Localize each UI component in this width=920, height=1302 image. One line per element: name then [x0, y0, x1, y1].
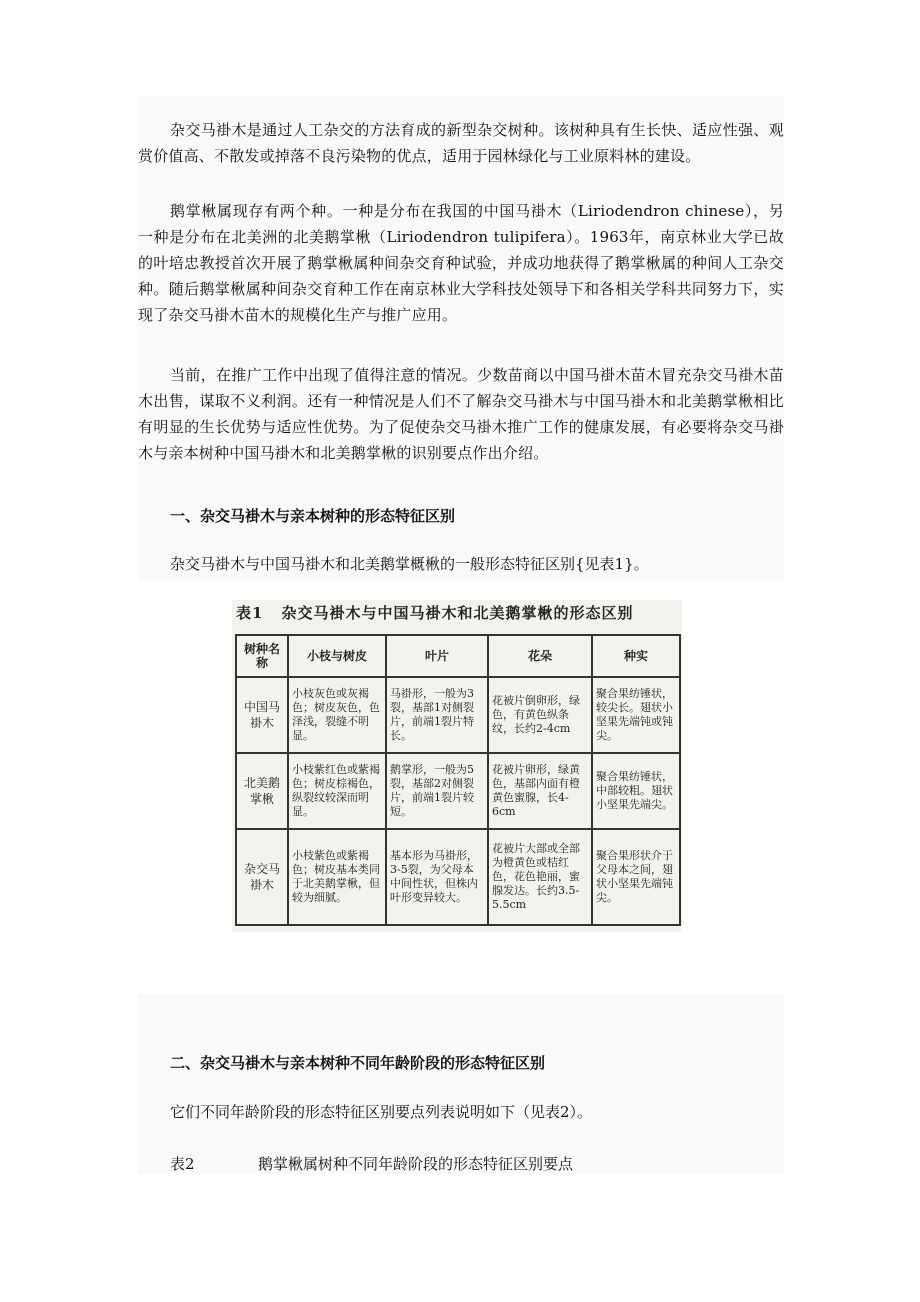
section-2-text: 它们不同年龄阶段的形态特征区别要点列表说明如下（见表2）。 — [170, 1103, 593, 1121]
header-leaf: 叶片 — [386, 635, 488, 677]
table-row — [236, 829, 680, 925]
header-flower: 花朵 — [488, 635, 592, 677]
header-species: 树种名称 — [236, 635, 288, 677]
table-row — [236, 677, 680, 753]
table-cell-species: 杂交马褂木 — [236, 829, 288, 925]
table-cell: 花被片卵形，绿黄色，基部内面有橙黄色蜜腺，长4-6cm — [488, 753, 592, 829]
table-cell: 基本形为马褂形，3-5裂，为父母本中间性状，但株内叶形变异较大。 — [386, 829, 488, 925]
section-2-heading: 二、杂交马褂木与亲本树种不同年龄阶段的形态特征区别 — [170, 1054, 546, 1072]
table-cell: 鹅掌形，一般为5裂，基部2对侧裂片，前端1裂片较短。 — [386, 753, 488, 829]
table-2-label: 表2 — [170, 1155, 195, 1173]
table-1-caption — [236, 602, 682, 623]
section-1-heading: 一、杂交马褂木与亲本树种的形态特征区别 — [170, 507, 456, 525]
intro-paragraph-1: 杂交马褂木是通过人工杂交的方法育成的新型杂交树种。该树种具有生长快、适应性强、观赏价值高、不散发或掉落不良污染物的优点，适用于园林绿化与工业原料林的建设。 — [138, 121, 784, 165]
table-cell: 聚合果形状介于父母本之间，翅状小坚果先端钝尖。 — [592, 829, 680, 925]
table-cell: 聚合果纺锤状，中部较粗。翅状小坚果先端尖。 — [592, 753, 680, 829]
header-fruit: 种实 — [592, 635, 680, 677]
intro-paragraph-3: 当前，在推广工作中出现了值得注意的情况。少数苗商以中国马褂木苗木冒充杂交马褂木苗木出售，谋取不义利润。还有一种情况是人们不了解杂交马褂木与中国马褂木和北美鹅掌楸相比有明显的生长优势与适应性优势。为了促使杂交马褂木推广工作的健康发展，有必要将杂交马褂木与亲本树种中国马褂木和北美鹅掌楸的识别要点作出介绍。 — [138, 366, 784, 462]
table-cell: 花被片大部或全部为橙黄色或桔红色，花色艳丽，蜜腺发达。长约3.5-5.5cm — [488, 829, 592, 925]
table-1-image — [232, 600, 682, 932]
intro-paragraph-2: 鹅掌楸属现存有两个种。一种是分布在我国的中国马褂木（Liriodendron chinese），另一种是分布在北美洲的北美鹅掌楸（Liriodendron tulipifera）。1963年，南京林业大学已故的叶培忠教授首次开展了鹅掌楸属种间杂交育种试验，并成功地获得了鹅掌楸属的种间人工杂交种。随后鹅掌楸属种间杂交育种工作在南京林业大学科技处领导下和各相关学科共同努力下，实现了杂交马褂木苗木的规模化生产与推广应用。 — [138, 202, 784, 324]
table-1-caption-title: 杂交马褂木与中国马褂木和北美鹅掌楸的形态区别 — [281, 604, 634, 622]
table-cell: 小枝紫红色或紫褐色；树皮棕褐色，纵裂纹较深而明显。 — [288, 753, 386, 829]
table-1 — [235, 634, 681, 926]
section-1-text: 杂交马褂木与中国马褂木和北美鹅掌概楸的一般形态特征区别{见表1}。 — [170, 555, 649, 573]
table-cell-species: 北美鹅掌楸 — [236, 753, 288, 829]
table-cell: 小枝灰色或灰褐色；树皮灰色，色泽浅，裂缝不明显。 — [288, 677, 386, 753]
table-1-caption-number: 表1 — [236, 604, 264, 622]
header-twig-bark: 小枝与树皮 — [288, 635, 386, 677]
table-cell: 花被片倒卵形，绿色，有黄色纵条纹，长约2-4cm — [488, 677, 592, 753]
table-row — [236, 753, 680, 829]
content-band-bottom — [138, 994, 784, 1174]
table-cell: 马褂形，一般为3裂，基部1对侧裂片，前端1裂片特长。 — [386, 677, 488, 753]
table-cell: 聚合果纺锤状，较尖长。翅状小坚果先端钝或钝尖。 — [592, 677, 680, 753]
table-header-row — [236, 635, 680, 677]
table-2-title: 鹅掌楸属树种不同年龄阶段的形态特征区别要点 — [258, 1155, 574, 1173]
table-cell: 小枝紫色或紫褐色；树皮基本类同于北美鹅掌楸，但较为细腻。 — [288, 829, 386, 925]
table-cell-species: 中国马褂木 — [236, 677, 288, 753]
